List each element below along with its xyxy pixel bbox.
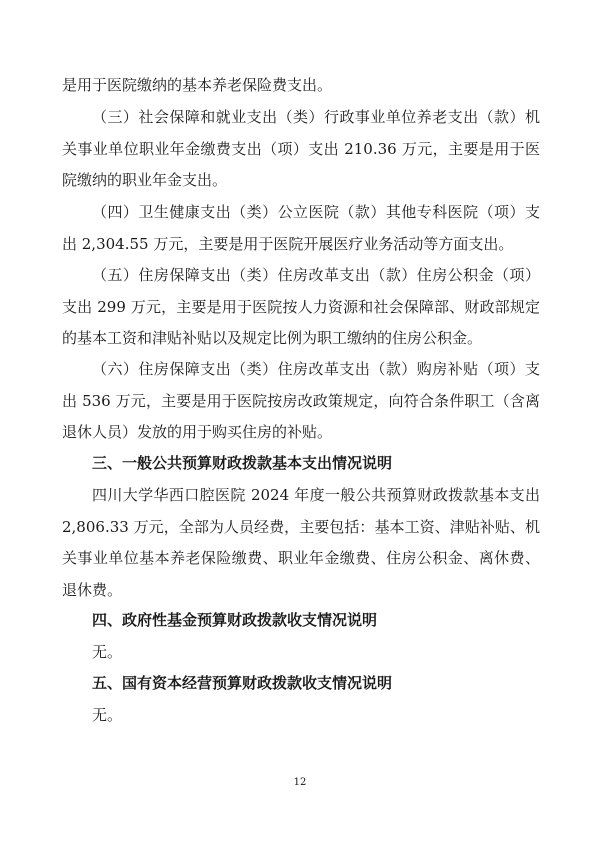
paragraph-item-3: （三）社会保障和就业支出（类）行政事业单位养老支出（款）机关事业单位职业年金缴费支出（项）支出 210.36 万元，主要是用于医院缴纳的职业年金支出。 (62, 108, 540, 189)
section-body-4: 无。 (92, 643, 123, 661)
section-heading-4: 四、政府性基金预算财政拨款收支情况说明 (92, 611, 378, 629)
section-body-5: 无。 (92, 706, 123, 724)
section-heading-3: 三、一般公共预算财政拨款基本支出情况说明 (92, 454, 393, 472)
page-number: 12 (293, 777, 307, 788)
paragraph-item-6: （六）住房保障支出（类）住房改革支出（款）购房补贴（项）支出 536 万元，主要是用于医院按房改政策规定，向符合条件职工（含离退休人员）发放的用于购买住房的补贴。 (62, 360, 540, 441)
paragraph-continuation: 是用于医院缴纳的基本养老保险费支出。 (62, 76, 333, 94)
section-body-3: 四川大学华西口腔医院 2024 年度一般公共预算财政拨款基本支出 2,806.33 万元，全部为人员经费，主要包括：基本工资、津贴补贴、机关事业单位基本养老保险缴费、职业年金缴费、住房公积金、离休费、退休费。 (62, 486, 540, 599)
paragraph-item-4: （四）卫生健康支出（类）公立医院（款）其他专科医院（项）支出 2,304.55 万元，主要是用于医院开展医疗业务活动等方面支出。 (62, 203, 540, 253)
section-heading-5: 五、国有资本经营预算财政拨款收支情况说明 (92, 674, 393, 692)
paragraph-item-5: （五）住房保障支出（类）住房改革支出（款）住房公积金（项）支出 299 万元，主要是用于医院按人力资源和社会保障部、财政部规定的基本工资和津贴补贴以及规定比例为职工缴纳的住房公积金。 (62, 266, 540, 347)
